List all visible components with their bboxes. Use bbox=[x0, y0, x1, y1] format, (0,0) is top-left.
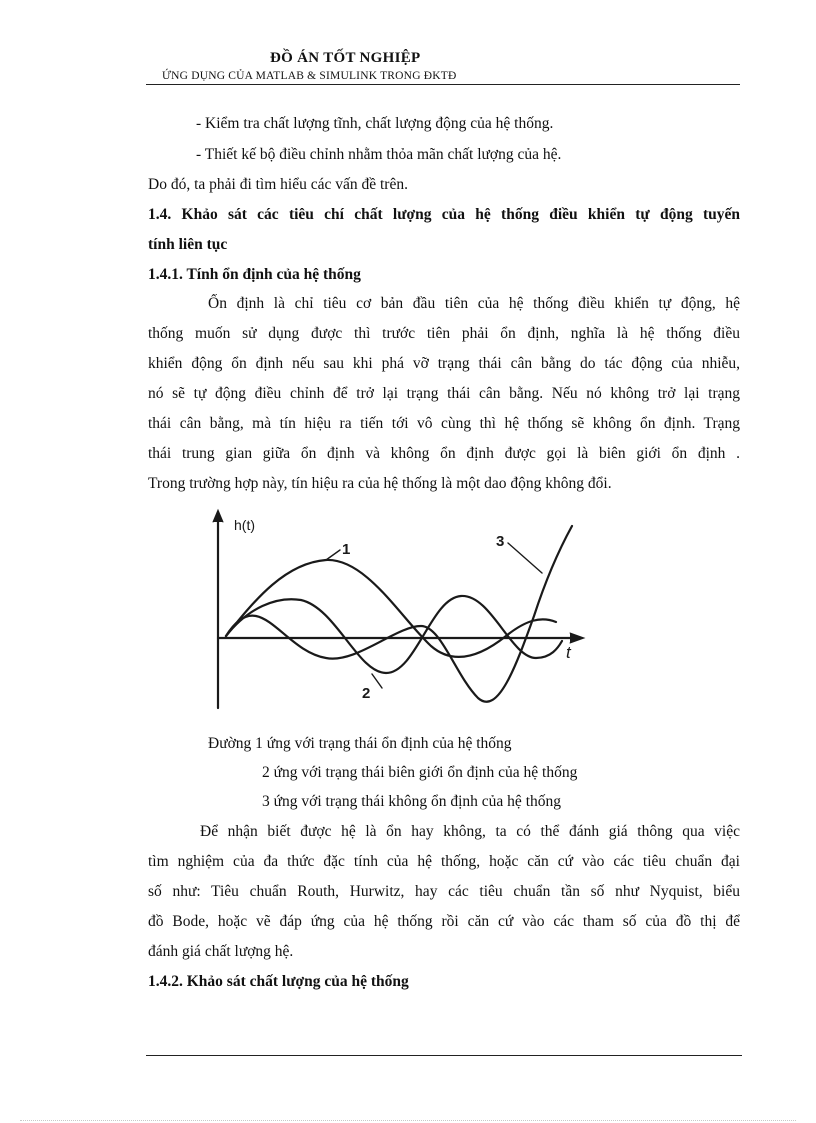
paragraph-line: đánh giá chất lượng hệ. bbox=[148, 943, 294, 960]
bullet-design-controller: - Thiết kế bộ điều chỉnh nhằm thỏa mãn chất lượng của hệ. bbox=[196, 146, 562, 163]
paragraph-line: tìm nghiệm của đa thức đặc tính của hệ thống, hoặc căn cứ vào các tiêu chuẩn đại bbox=[148, 853, 740, 870]
y-axis-arrow bbox=[213, 510, 223, 522]
label-3-leader bbox=[508, 543, 542, 573]
subsection-heading-1-4-2: 1.4.2. Khảo sát chất lượng của hệ thống bbox=[148, 973, 409, 990]
paragraph-line: khiển động ổn định nếu sau khi phá vỡ trạng thái cân bằng do tác động của nhiễu, bbox=[148, 355, 740, 372]
figure-caption-2: 2 ứng với trạng thái biên giới ổn định của hệ thống bbox=[262, 764, 578, 781]
stability-response-diagram bbox=[206, 508, 598, 714]
curve-3-unstable bbox=[226, 526, 572, 702]
stability-response-figure bbox=[206, 508, 598, 714]
header-subtitle: ỨNG DỤNG CỦA MATLAB & SIMULINK TRONG ĐKTĐ bbox=[162, 70, 457, 82]
paragraph-line: nó sẽ tự động điều chỉnh để trở lại trạng thái cân bằng. Nếu nó không trở lại trạng bbox=[148, 385, 740, 402]
paragraph-line: Trong trường hợp này, tín hiệu ra của hệ thống là một dao động không đổi. bbox=[148, 475, 612, 492]
label-2-leader bbox=[372, 674, 382, 688]
y-axis-label: h(t) bbox=[234, 517, 255, 533]
curve-label-3: 3 bbox=[496, 533, 505, 550]
subsection-heading-1-4-1: 1.4.1. Tính ổn định của hệ thống bbox=[148, 266, 361, 283]
paragraph-line: thái cân bằng, mà tín hiệu ra tiến tới vô cùng thì hệ thống sẽ không ổn định. Trạng bbox=[148, 415, 740, 432]
paragraph-line: Ổn định là chỉ tiêu cơ bản đầu tiên của hệ thống điều khiển tự động, hệ bbox=[208, 295, 740, 312]
page-edge bbox=[20, 1120, 796, 1121]
label-1-leader bbox=[326, 550, 340, 560]
paragraph-line: đồ Bode, hoặc vẽ đáp ứng của hệ thống rồi căn cứ vào các tham số của đồ thị để bbox=[148, 913, 740, 930]
x-axis-label: t bbox=[566, 643, 571, 662]
figure-caption-3: 3 ứng với trạng thái không ổn định của hệ thống bbox=[262, 793, 561, 810]
section-heading-1-4-cont: tính liên tục bbox=[148, 236, 228, 253]
paragraph-line: thống muốn sử dụng được thì trước tiên phải ổn định, nghĩa là hệ thống điều bbox=[148, 325, 740, 342]
footer-divider bbox=[146, 1055, 742, 1056]
figure-caption-1: Đường 1 ứng với trạng thái ổn định của hệ thống bbox=[208, 735, 512, 752]
curve-label-1: 1 bbox=[342, 541, 351, 558]
section-heading-1-4: 1.4. Khảo sát các tiêu chí chất lượng của hệ thống điều khiển tự động tuyến bbox=[148, 206, 740, 223]
paragraph-line: số như: Tiêu chuẩn Routh, Hurwitz, hay các tiêu chuẩn tần số như Nyquist, biểu bbox=[148, 883, 740, 900]
intro-sentence: Do đó, ta phải đi tìm hiểu các vấn đề trên. bbox=[148, 176, 408, 193]
x-axis-arrow bbox=[570, 633, 584, 643]
paragraph-line: thái trung gian giữa ổn định và không ổn định được gọi là biên giới ổn định . bbox=[148, 445, 740, 462]
bullet-check-quality: - Kiểm tra chất lượng tĩnh, chất lượng động của hệ thống. bbox=[196, 115, 554, 132]
header-divider bbox=[146, 84, 740, 85]
paragraph-line: Để nhận biết được hệ là ổn hay không, ta có thể đánh giá thông qua việc bbox=[200, 823, 740, 840]
curve-1-stable bbox=[226, 560, 556, 657]
curve-label-2: 2 bbox=[362, 685, 371, 702]
header-title: ĐỒ ÁN TỐT NGHIỆP bbox=[270, 50, 421, 66]
